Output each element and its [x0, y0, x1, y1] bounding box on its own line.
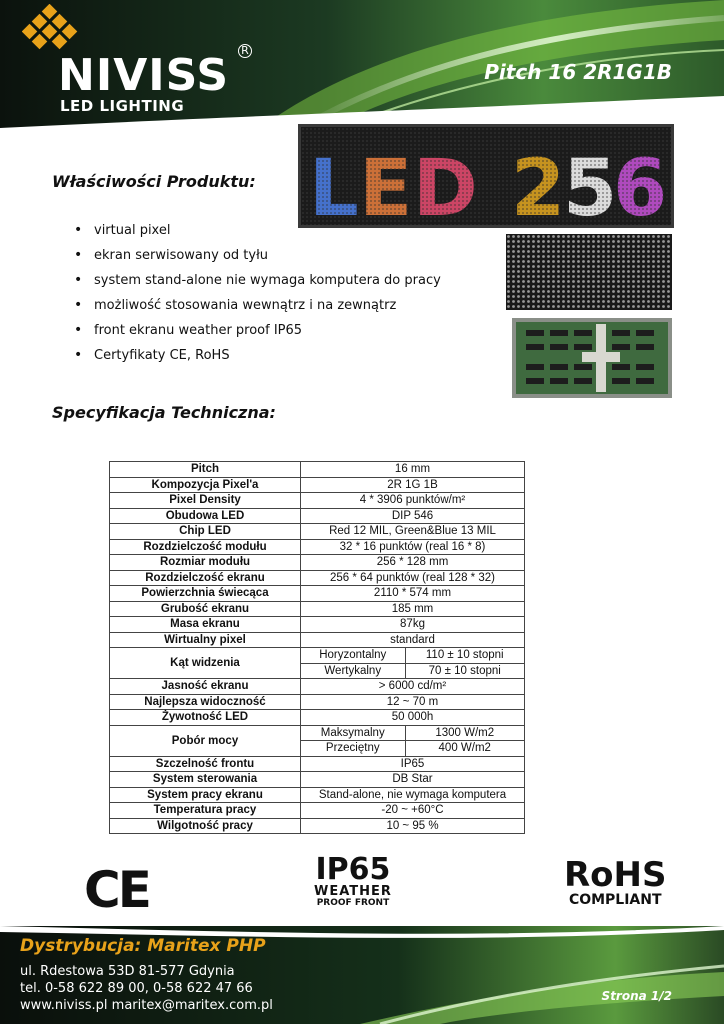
spec-label: Temperatura pracy [110, 803, 301, 819]
product-title: Pitch 16 2R1G1B [484, 60, 672, 84]
spec-value: DB Star [301, 772, 525, 788]
table-row [110, 725, 525, 741]
rohs-compliant: COMPLIANT [568, 892, 662, 908]
spec-label: Masa ekranu [110, 617, 301, 633]
contact-web-email: www.niviss.pl maritex@maritex.com.pl [20, 998, 273, 1013]
ip65-title: IP65 [315, 852, 391, 887]
registered-mark: R [238, 44, 252, 58]
spec-label: Wirtualny pixel [110, 632, 301, 648]
brand-subtitle: LED LIGHTING [60, 97, 185, 115]
spec-label: Jasność ekranu [110, 679, 301, 695]
table-row [110, 648, 525, 664]
spec-value: 70 ± 10 stopni [405, 663, 525, 679]
spec-value: 32 * 16 punktów (real 16 * 8) [301, 539, 525, 555]
spec-label: Obudowa LED [110, 508, 301, 524]
spec-label: Powierzchnia świecąca [110, 586, 301, 602]
spec-value: 10 ~ 95 % [301, 818, 525, 834]
spec-sublabel: Przeciętny [301, 741, 406, 757]
spec-label: Żywotność LED [110, 710, 301, 726]
table-row [110, 524, 525, 540]
list-item: • front ekranu weather proof IP65 [70, 318, 441, 343]
spec-label: System sterowania [110, 772, 301, 788]
spec-value: 2R 1G 1B [301, 477, 525, 493]
spec-label: Najlepsza widoczność [110, 694, 301, 710]
table-row [110, 462, 525, 478]
ip65-logo [314, 852, 392, 908]
table-row [110, 555, 525, 571]
spec-value: DIP 546 [301, 508, 525, 524]
spec-label: Szczelność frontu [110, 756, 301, 772]
spec-label: Rozmiar modułu [110, 555, 301, 571]
page-number: Strona 1/2 [601, 989, 672, 1003]
table-row [110, 601, 525, 617]
brand-logo: NIVISS [58, 50, 230, 101]
table-row [110, 508, 525, 524]
page-header [0, 0, 724, 128]
table-row [110, 818, 525, 834]
table-row [110, 586, 525, 602]
list-item: • virtual pixel [70, 218, 441, 243]
led-module-photo [506, 234, 672, 310]
spec-value: IP65 [301, 756, 525, 772]
spec-value: 1300 W/m2 [405, 725, 525, 741]
spec-value: > 6000 cd/m² [301, 679, 525, 695]
distribution-heading: Dystrybucja: Maritex PHP [20, 936, 266, 956]
table-row [110, 570, 525, 586]
phone-line: tel. 0-58 622 89 00, 0-58 622 47 66 [20, 981, 253, 996]
spec-value: 110 ± 10 stopni [405, 648, 525, 664]
ip65-weather: WEATHER [314, 884, 392, 899]
led-sign-photo [298, 124, 674, 228]
spec-value: -20 ~ +60°C [301, 803, 525, 819]
spec-sublabel: Horyzontalny [301, 648, 406, 664]
spec-value: 400 W/m2 [405, 741, 525, 757]
features-list [70, 218, 441, 368]
spec-label: Kompozycja Pixel'a [110, 477, 301, 493]
spec-value: 12 ~ 70 m [301, 694, 525, 710]
list-item: • możliwość stosowania wewnątrz i na zewnątrz [70, 293, 441, 318]
table-row [110, 787, 525, 803]
rohs-title: RoHS [564, 855, 667, 895]
spec-sublabel: Maksymalny [301, 725, 406, 741]
spec-value: Stand-alone, nie wymaga komputera [301, 787, 525, 803]
spec-value: standard [301, 632, 525, 648]
spec-label: Pitch [110, 462, 301, 478]
page-footer [0, 926, 724, 1024]
spec-label: Pobór mocy [110, 725, 301, 756]
spec-label: Pixel Density [110, 493, 301, 509]
spec-value: Red 12 MIL, Green&Blue 13 MIL [301, 524, 525, 540]
spec-value: 4 * 3906 punktów/m² [301, 493, 525, 509]
certifications-strip [36, 852, 686, 919]
led-board-photo [512, 318, 672, 398]
address-line: ul. Rdestowa 53D 81-577 Gdynia [20, 964, 235, 979]
list-item: • system stand-alone nie wymaga komputera do pracy [70, 268, 441, 293]
table-row [110, 756, 525, 772]
ce-mark-logo: CE [84, 861, 149, 919]
spec-label: System pracy ekranu [110, 787, 301, 803]
spec-value: 256 * 64 punktów (real 128 * 32) [301, 570, 525, 586]
spec-label: Kąt widzenia [110, 648, 301, 679]
led-sign-image [301, 127, 671, 225]
table-row [110, 632, 525, 648]
table-row [110, 617, 525, 633]
spec-label: Rozdzielczość ekranu [110, 570, 301, 586]
table-row [110, 539, 525, 555]
spec-label: Grubość ekranu [110, 601, 301, 617]
spec-value: 256 * 128 mm [301, 555, 525, 571]
spec-value: 2110 * 574 mm [301, 586, 525, 602]
spec-label: Chip LED [110, 524, 301, 540]
ip65-proof: PROOF FRONT [316, 898, 390, 908]
table-row [110, 679, 525, 695]
spec-value: 185 mm [301, 601, 525, 617]
spec-sublabel: Wertykalny [301, 663, 406, 679]
spec-label: Wilgotność pracy [110, 818, 301, 834]
table-row [110, 710, 525, 726]
spec-value: 50 000h [301, 710, 525, 726]
features-title: Właściwości Produktu: [52, 172, 256, 191]
spec-title: Specyfikacja Techniczna: [52, 403, 276, 422]
spec-label: Rozdzielczość modułu [110, 539, 301, 555]
table-row [110, 477, 525, 493]
spec-value: 87kg [301, 617, 525, 633]
table-row [110, 803, 525, 819]
table-row [110, 772, 525, 788]
table-row [110, 694, 525, 710]
list-item: • Certyfikaty CE, RoHS [70, 343, 441, 368]
spec-table [109, 461, 525, 834]
rohs-logo [564, 857, 666, 907]
spec-value: 16 mm [301, 462, 525, 478]
list-item: • ekran serwisowany od tyłu [70, 243, 441, 268]
table-row [110, 493, 525, 509]
